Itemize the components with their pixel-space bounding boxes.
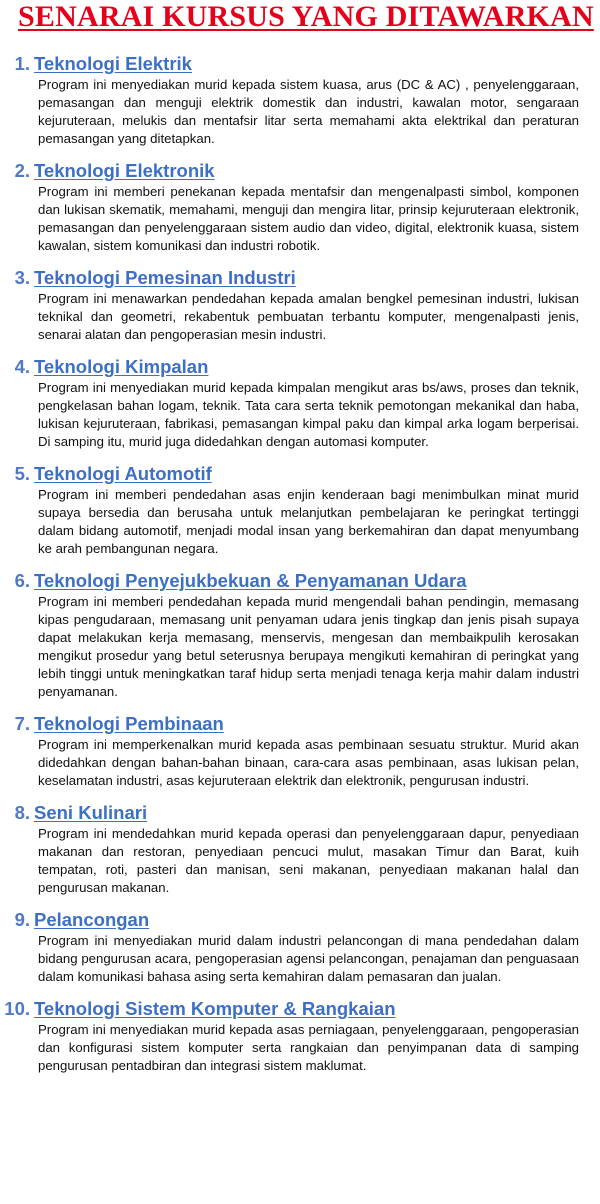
course-number: 3. [14,267,30,288]
course-item [0,266,600,344]
course-number: 8. [14,802,30,823]
course-heading [0,997,600,1021]
course-number: 2. [14,160,30,181]
course-description: Program ini mendedahkan murid kepada operasi dan penyelenggaraan dapur, penyediaan makanan dan restoran, penyediaan pencuci mulut, masakan Timur dan Barat, kuih tempatan, roti, pasteri dan manisan, seni makanan, penyediaan makanan halal dan pengurusan makanan. [38,826,579,895]
course-item [0,801,600,897]
course-heading [0,462,600,486]
course-title-link[interactable]: Teknologi Sistem Komputer & Rangkaian [34,998,396,1019]
course-list [0,52,600,1086]
course-description: Program ini menyediakan murid kepada sistem kuasa, arus (DC & AC) , penyelenggaraan, pemasangan dan menguji elektrik domestik dan industri, kawalan motor, sengaraan kejuruteraan, melukis dan mentafsir litar serta memahami akta elektrikal dan peraturan pemasangan yang ditetapkan. [38,77,579,146]
course-title-link[interactable]: Teknologi Elektronik [34,160,215,181]
course-description: Program ini memberi penekanan kepada mentafsir dan mengenalpasti simbol, komponen dan lukisan skematik, memahami, menguji dan mengira litar, prinsip kejuruteraan elektronik, pemasangan dan penyelenggaraan sistem audio dan video, digital, elektronik kuasa, sistem kawalan, sistem komunikasi dan industri robotik. [38,184,579,253]
course-number: 5. [14,463,30,484]
course-number: 6. [14,570,30,591]
course-title-link[interactable]: Teknologi Automotif [34,463,212,484]
course-description: Program ini memperkenalkan murid kepada asas pembinaan sesuatu struktur. Murid akan didedahkan dengan bahan-bahan binaan, cara-cara asas pembinaan, asas lukisan pelan, keselamatan industri, asas kejuruteraan elektrik dan elektronik, pengurusan industri. [38,737,579,788]
course-number: 7. [14,713,30,734]
course-item [0,997,600,1075]
course-number: 10. [4,998,30,1019]
course-heading [0,52,600,76]
course-number: 9. [14,909,30,930]
course-title-link[interactable]: Teknologi Elektrik [34,53,192,74]
course-heading [0,266,600,290]
course-description: Program ini memberi pendedahan kepada murid mengendali bahan pendingin, memasang kipas pengudaraan, memasang unit penyaman udara jenis tingkap dan jenis pisah supaya dapat melakukan kerja memasang, menservis, mengesan dan membaikpulih kerosakan mengikut prosedur yang betul seterusnya berupaya mengikuti kemahiran di peringkat yang lebih tinggi untuk meningkatkan taraf hidup serta menjadi tenaga kerja mahir dalam industri penyamanan. [38,594,579,699]
course-number: 1. [14,53,30,74]
course-heading [0,159,600,183]
page-title: SENARAI KURSUS YANG DITAWARKAN [18,0,594,33]
course-item [0,355,600,451]
course-description: Program ini menawarkan pendedahan kepada amalan bengkel pemesinan industri, lukisan teknikal dan geometri, rekabentuk pembuatan terbantu komputer, mengenalpasti jenis, senarai alatan dan pengoperasian mesin industri. [38,291,579,342]
course-heading [0,569,600,593]
course-title-link[interactable]: Teknologi Penyejukbekuan & Penyamanan Udara [34,570,467,591]
course-number: 4. [14,356,30,377]
course-heading [0,801,600,825]
course-item [0,908,600,986]
course-heading [0,355,600,379]
course-heading [0,908,600,932]
course-item [0,52,600,148]
course-description: Program ini menyediakan murid kepada asas perniagaan, penyelenggaraan, pengoperasian dan konfigurasi sistem komputer serta rangkaian dan penyimpanan data di samping pengurusan pentadbiran dan integrasi sistem maklumat. [38,1022,579,1073]
course-description: Program ini memberi pendedahan asas enjin kenderaan bagi menimbulkan minat murid supaya bersedia dan berusaha untuk melanjutkan pembelajaran ke peringkat tertinggi dalam bidang automotif, menjadi modal insan yang berkemahiran dan dapat menyumbang ke arah pembangunan negara. [38,487,579,556]
course-description: Program ini menyediakan murid dalam industri pelancongan di mana pendedahan dalam bidang pengurusan acara, pengoperasian agensi pelancongan, penajaman dan penguasaan dalam komunikasi bahasa asing serta kemahiran dalam pemasaran dan jualan. [38,933,579,984]
course-title-link[interactable]: Teknologi Pemesinan Industri [34,267,296,288]
course-heading [0,712,600,736]
course-item [0,569,600,701]
course-item [0,159,600,255]
course-item [0,462,600,558]
course-title-link[interactable]: Teknologi Pembinaan [34,713,224,734]
course-description: Program ini menyediakan murid kepada kimpalan mengikut aras bs/aws, proses dan teknik, pengkelasan bahan logam, teknik. Tata cara serta teknik pemotongan mekanikal dan haba, lukisan kejuruteraan, fabrikasi, pemasangan kimpal paku dan kimpal arka logam berperisai. Di samping itu, murid juga didedahkan dengan automasi komputer. [38,380,579,449]
course-title-link[interactable]: Pelancongan [34,909,150,930]
course-title-link[interactable]: Teknologi Kimpalan [34,356,209,377]
course-item [0,712,600,790]
course-title-link[interactable]: Seni Kulinari [34,802,148,823]
